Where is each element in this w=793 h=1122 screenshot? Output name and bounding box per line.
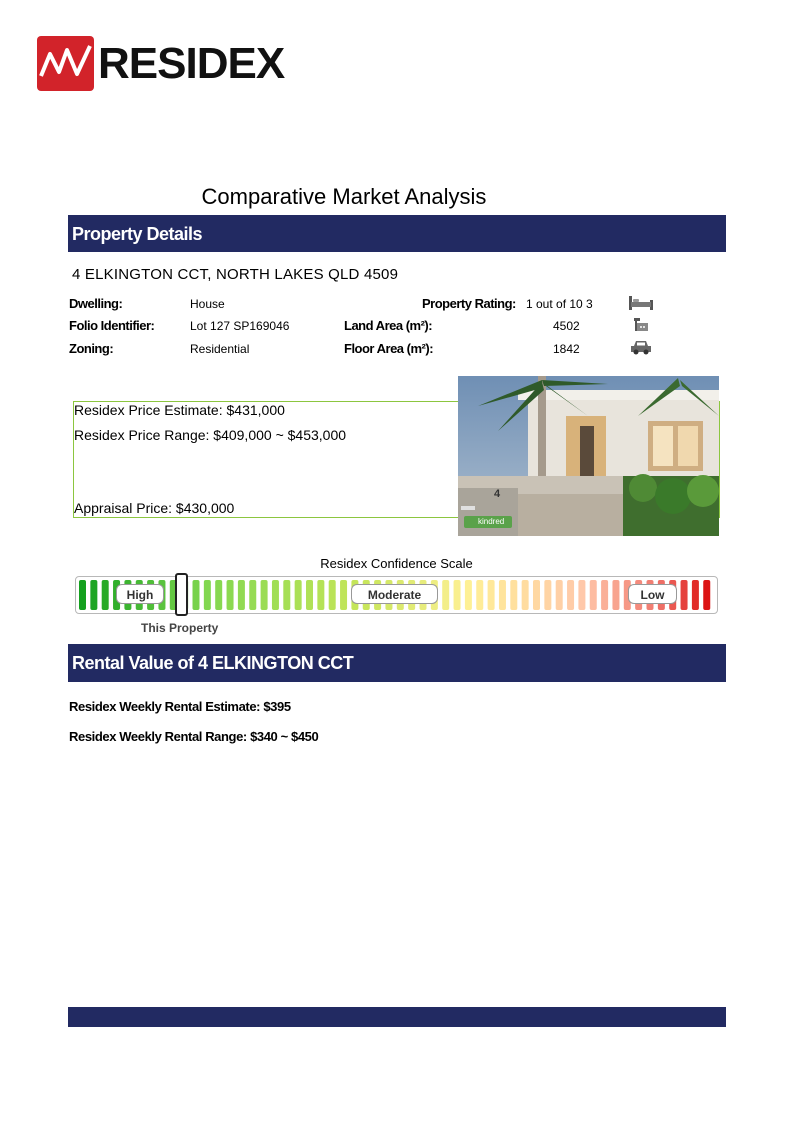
agency-sign: kindred [478,517,505,526]
this-property-marker [175,573,188,616]
scale-segment [522,580,529,610]
property-address: 4 ELKINGTON CCT, NORTH LAKES QLD 4509 [72,266,399,283]
logo-wave-icon [37,36,94,91]
scale-segment [567,580,574,610]
price-estimate: Residex Price Estimate: $431,000 [74,402,285,418]
folio-label: Folio Identifier: [69,318,155,333]
confidence-high-label: High [116,584,164,604]
page-title: Comparative Market Analysis [201,184,487,209]
scale-segment [703,580,710,610]
scale-segment [204,580,211,610]
scale-segment [590,580,597,610]
rating-label: Property Rating: [422,296,516,311]
scale-segment [612,580,619,610]
scale-segment [283,580,290,610]
scale-segment [340,580,347,610]
scale-segment [90,580,97,610]
scale-segment [79,580,86,610]
scale-segment [544,580,551,610]
scale-segment [454,580,461,610]
this-property-label: This Property [141,621,219,635]
weekly-rental-estimate: Residex Weekly Rental Estimate: $395 [69,699,291,714]
scale-segment [488,580,495,610]
footer-bar [68,1007,726,1027]
scale-segment [329,580,336,610]
scale-segment [510,580,517,610]
scale-segment [193,580,200,610]
property-photo [458,376,719,536]
bed-icon [628,295,654,311]
dwelling-value: House [190,297,225,311]
confidence-low-label: Low [628,584,677,604]
land-area-value: 4502 [553,319,580,333]
zoning-value: Residential [190,342,250,356]
price-range: Residex Price Range: $409,000 ~ $453,000 [74,427,347,443]
house-number: 4 [494,488,501,500]
bath-icon [632,317,650,333]
scale-segment [499,580,506,610]
scale-segment [681,580,688,610]
appraisal-price: Appraisal Price: $430,000 [74,500,235,516]
scale-segment [238,580,245,610]
scale-segment [533,580,540,610]
scale-segment [465,580,472,610]
scale-segment [102,580,109,610]
residex-logo-text: RESIDEX [98,39,285,88]
scale-segment [556,580,563,610]
dwelling-label: Dwelling: [69,296,123,311]
confidence-scale-title: Residex Confidence Scale [320,556,473,571]
rating-value: 1 out of 10 3 [526,297,593,311]
weekly-rental-range: Residex Weekly Rental Range: $340 ~ $450 [69,729,319,744]
scale-segment [601,580,608,610]
confidence-moderate-label: Moderate [351,584,438,604]
scale-segment [227,580,234,610]
scale-segment [272,580,279,610]
scale-segment [317,580,324,610]
scale-segment [261,580,268,610]
scale-segment [295,580,302,610]
scale-segment [306,580,313,610]
scale-segment [578,580,585,610]
residex-logo-mark [37,36,94,91]
folio-value: Lot 127 SP169046 [190,319,290,333]
scale-segment [442,580,449,610]
scale-segment [476,580,483,610]
zoning-label: Zoning: [69,341,114,356]
floor-area-label: Floor Area (m²): [344,341,434,356]
land-area-label: Land Area (m²): [344,318,433,333]
car-icon [630,339,652,355]
scale-segment [249,580,256,610]
section-header-rental-value: Rental Value of 4 ELKINGTON CCT [68,644,726,682]
scale-segment [215,580,222,610]
section-header-property-details: Property Details [68,215,726,252]
scale-segment [692,580,699,610]
floor-area-value: 1842 [553,342,580,356]
